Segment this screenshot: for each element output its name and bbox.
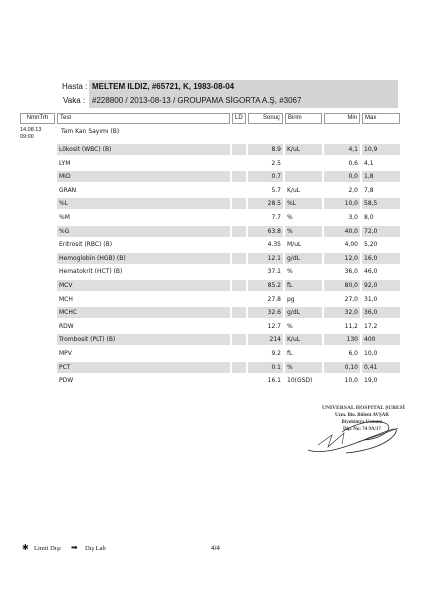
result-cell: 5.7 <box>271 186 281 194</box>
unit-cell: % <box>285 362 322 373</box>
table-row <box>0 239 424 250</box>
stamp-line: Dip. No: 74 9A/17 <box>342 427 382 432</box>
min-cell: 36,0 <box>344 268 358 276</box>
min-cell: 40,0 <box>324 226 360 237</box>
legend-out-of-range: Limit Dışı <box>34 545 61 552</box>
signature <box>298 398 404 458</box>
max-cell: 58,5 <box>362 198 400 209</box>
ld-cell <box>232 294 246 305</box>
test-group-name: Tam Kan Sayımı (B) <box>61 128 120 135</box>
column-header-result: Sonuç <box>248 113 283 124</box>
ld-cell <box>232 198 246 209</box>
signature-stroke <box>342 421 389 440</box>
result-cell: 8.9 <box>248 144 283 155</box>
patient-label: Hasta : <box>62 82 88 91</box>
patient-value: MELTEM ILDIZ, #65721, K, 1983-08-04 <box>92 82 235 91</box>
case-value: #228800 / 2013-08-13 / GROUPAMA SİGORTA A.Ş, #3067 <box>92 96 302 105</box>
case-label: Vaka : <box>63 96 86 105</box>
table-row <box>0 307 424 318</box>
unit-cell: g/dL <box>285 253 322 264</box>
result-cell: 63.8 <box>248 226 283 237</box>
signature-stroke <box>318 433 344 447</box>
max-cell: 92,0 <box>362 280 400 291</box>
max-cell: 16,0 <box>362 253 400 264</box>
max-cell: 8,0 <box>364 214 374 221</box>
ld-cell <box>232 158 246 169</box>
unit-cell: fL <box>287 350 293 357</box>
unit-cell: % <box>287 214 293 221</box>
table-row <box>0 158 424 169</box>
test-name-cell: Hematokrit (HCT) (B) <box>59 268 123 276</box>
result-cell: 0.1 <box>248 362 283 373</box>
test-name-cell: LYM <box>59 159 71 167</box>
max-cell: 1,8 <box>362 171 400 182</box>
ld-cell <box>232 321 246 332</box>
table-row <box>0 375 424 386</box>
result-cell: 214 <box>248 334 283 345</box>
max-cell: 17,2 <box>364 322 378 330</box>
max-cell: 19,0 <box>364 377 378 385</box>
min-cell: 130 <box>324 334 360 345</box>
ld-cell <box>232 375 246 386</box>
ld-cell <box>232 253 246 264</box>
min-cell: 80,0 <box>324 280 360 291</box>
min-cell: 11,2 <box>344 322 358 330</box>
ld-cell <box>232 348 246 359</box>
result-cell: 28.5 <box>248 198 283 209</box>
min-cell: 12,0 <box>324 253 360 264</box>
table-row <box>0 185 424 196</box>
table-row <box>0 362 424 373</box>
max-cell: 10,0 <box>364 350 378 357</box>
result-cell: 27.8 <box>267 295 281 303</box>
test-name-cell: MID <box>57 171 230 182</box>
table-row <box>0 212 424 223</box>
unit-cell: pg <box>287 295 295 303</box>
test-name-cell: RDW <box>59 322 74 330</box>
min-cell: 0,0 <box>324 171 360 182</box>
table-row <box>0 280 424 291</box>
result-cell: 2.5 <box>271 159 281 167</box>
ld-cell <box>232 226 246 237</box>
max-cell: 10,9 <box>362 144 400 155</box>
min-cell: 0,6 <box>348 159 358 167</box>
test-name-cell: %G <box>57 226 230 237</box>
column-header-unit: Birim <box>285 113 322 124</box>
min-cell: 32,0 <box>324 307 360 318</box>
test-name-cell: MCV <box>57 280 230 291</box>
min-cell: 6,0 <box>348 350 358 357</box>
unit-cell: 10(GSD) <box>287 377 313 385</box>
ld-cell <box>232 239 246 250</box>
result-cell: 12.1 <box>248 253 283 264</box>
max-cell: 36,0 <box>362 307 400 318</box>
ld-cell <box>232 185 246 196</box>
test-name-cell: %M <box>59 214 70 221</box>
ld-cell <box>232 212 246 223</box>
test-name-cell: PCT <box>57 362 230 373</box>
max-cell: 46,0 <box>364 268 378 276</box>
arrow-right-icon: ➡ <box>71 543 78 552</box>
result-cell: 4.35 <box>267 241 281 249</box>
test-name-cell: Trombosit (PLT) (B) <box>57 334 230 345</box>
test-name-cell: %L <box>57 198 230 209</box>
stamp-line: Uzm. Bio. Bülent AVŞAR <box>335 413 389 418</box>
max-cell: 72,0 <box>362 226 400 237</box>
group-time: 09:00 <box>20 134 34 140</box>
min-cell: 10,0 <box>344 377 358 385</box>
min-cell: 2,0 <box>348 186 358 194</box>
column-header-date: NmnTrh <box>20 113 55 124</box>
test-name-cell: MCHC <box>57 307 230 318</box>
test-name-cell: Hemoglobin (HGB) (B) <box>57 253 230 264</box>
min-cell: 4,1 <box>324 144 360 155</box>
test-name-cell: Lökosit (WBC) (B) <box>57 144 230 155</box>
result-cell: 12.7 <box>267 322 281 330</box>
test-name-cell: PDW <box>59 377 74 385</box>
test-name-cell: Eritrosit (RBC) (B) <box>59 241 113 249</box>
result-cell: 9.2 <box>271 350 281 357</box>
max-cell: 5,20 <box>364 241 378 249</box>
signature-stroke <box>358 428 398 442</box>
column-header-test: Test <box>57 113 230 124</box>
result-cell: 7.7 <box>271 214 281 221</box>
table-row <box>0 266 424 277</box>
table-row <box>0 334 424 345</box>
min-cell: 10,0 <box>324 198 360 209</box>
test-name-cell: MPV <box>59 350 72 357</box>
max-cell: 400 <box>362 334 400 345</box>
unit-cell: % <box>285 226 322 237</box>
result-cell: 32.6 <box>248 307 283 318</box>
table-row <box>0 294 424 305</box>
ld-cell <box>232 362 246 373</box>
group-date: 14.08.13 <box>20 127 42 133</box>
unit-cell: K/uL <box>287 186 301 194</box>
test-name-cell: GRAN <box>59 186 77 194</box>
unit-cell: % <box>287 268 293 276</box>
table-row <box>0 226 424 237</box>
unit-cell: fL <box>285 280 322 291</box>
min-cell: 0,10 <box>324 362 360 373</box>
max-cell: 0,41 <box>362 362 400 373</box>
signature-stroke <box>308 429 396 453</box>
unit-cell <box>285 158 322 169</box>
max-cell: 31,0 <box>364 295 378 303</box>
unit-cell: g/dL <box>285 307 322 318</box>
table-row <box>0 253 424 264</box>
result-cell: 85.2 <box>248 280 283 291</box>
table-row <box>0 321 424 332</box>
unit-cell: % <box>287 322 293 330</box>
result-cell: 16.1 <box>267 377 281 385</box>
min-cell: 4,00 <box>344 241 358 249</box>
column-header-min: Min <box>324 113 360 124</box>
result-cell: 37.1 <box>267 268 281 276</box>
stamp-line: UNIVERSAL HOSPITAL ŞUBESİ <box>322 405 405 411</box>
min-cell: 27,0 <box>344 295 358 303</box>
column-header-ld: LD <box>232 113 246 124</box>
unit-cell <box>285 171 322 182</box>
ld-cell <box>232 144 246 155</box>
results-table-header <box>0 113 424 124</box>
ld-cell <box>232 280 246 291</box>
ld-cell <box>232 334 246 345</box>
unit-cell: M/uL <box>287 241 302 249</box>
table-row <box>0 198 424 209</box>
min-cell: 3,0 <box>348 214 358 221</box>
results-table-body <box>0 144 424 394</box>
unit-cell: %L <box>285 198 322 209</box>
table-row <box>0 348 424 359</box>
unit-cell: K/uL <box>285 334 322 345</box>
legend-external-lab: Dış Lab <box>85 545 106 552</box>
unit-cell: K/uL <box>285 144 322 155</box>
stamp-line: Biyokimya Uzmanı <box>341 420 383 425</box>
ld-cell <box>232 171 246 182</box>
table-row <box>0 144 424 155</box>
ld-cell <box>232 307 246 318</box>
result-cell: 0.7 <box>248 171 283 182</box>
table-row <box>0 171 424 182</box>
ld-cell <box>232 266 246 277</box>
max-cell: 4,1 <box>364 159 374 167</box>
asterisk-icon: ✱ <box>22 543 29 552</box>
column-header-max: Max <box>362 113 400 124</box>
page-number: 4/4 <box>211 545 221 552</box>
max-cell: 7,8 <box>364 186 374 194</box>
test-name-cell: MCH <box>59 295 73 303</box>
